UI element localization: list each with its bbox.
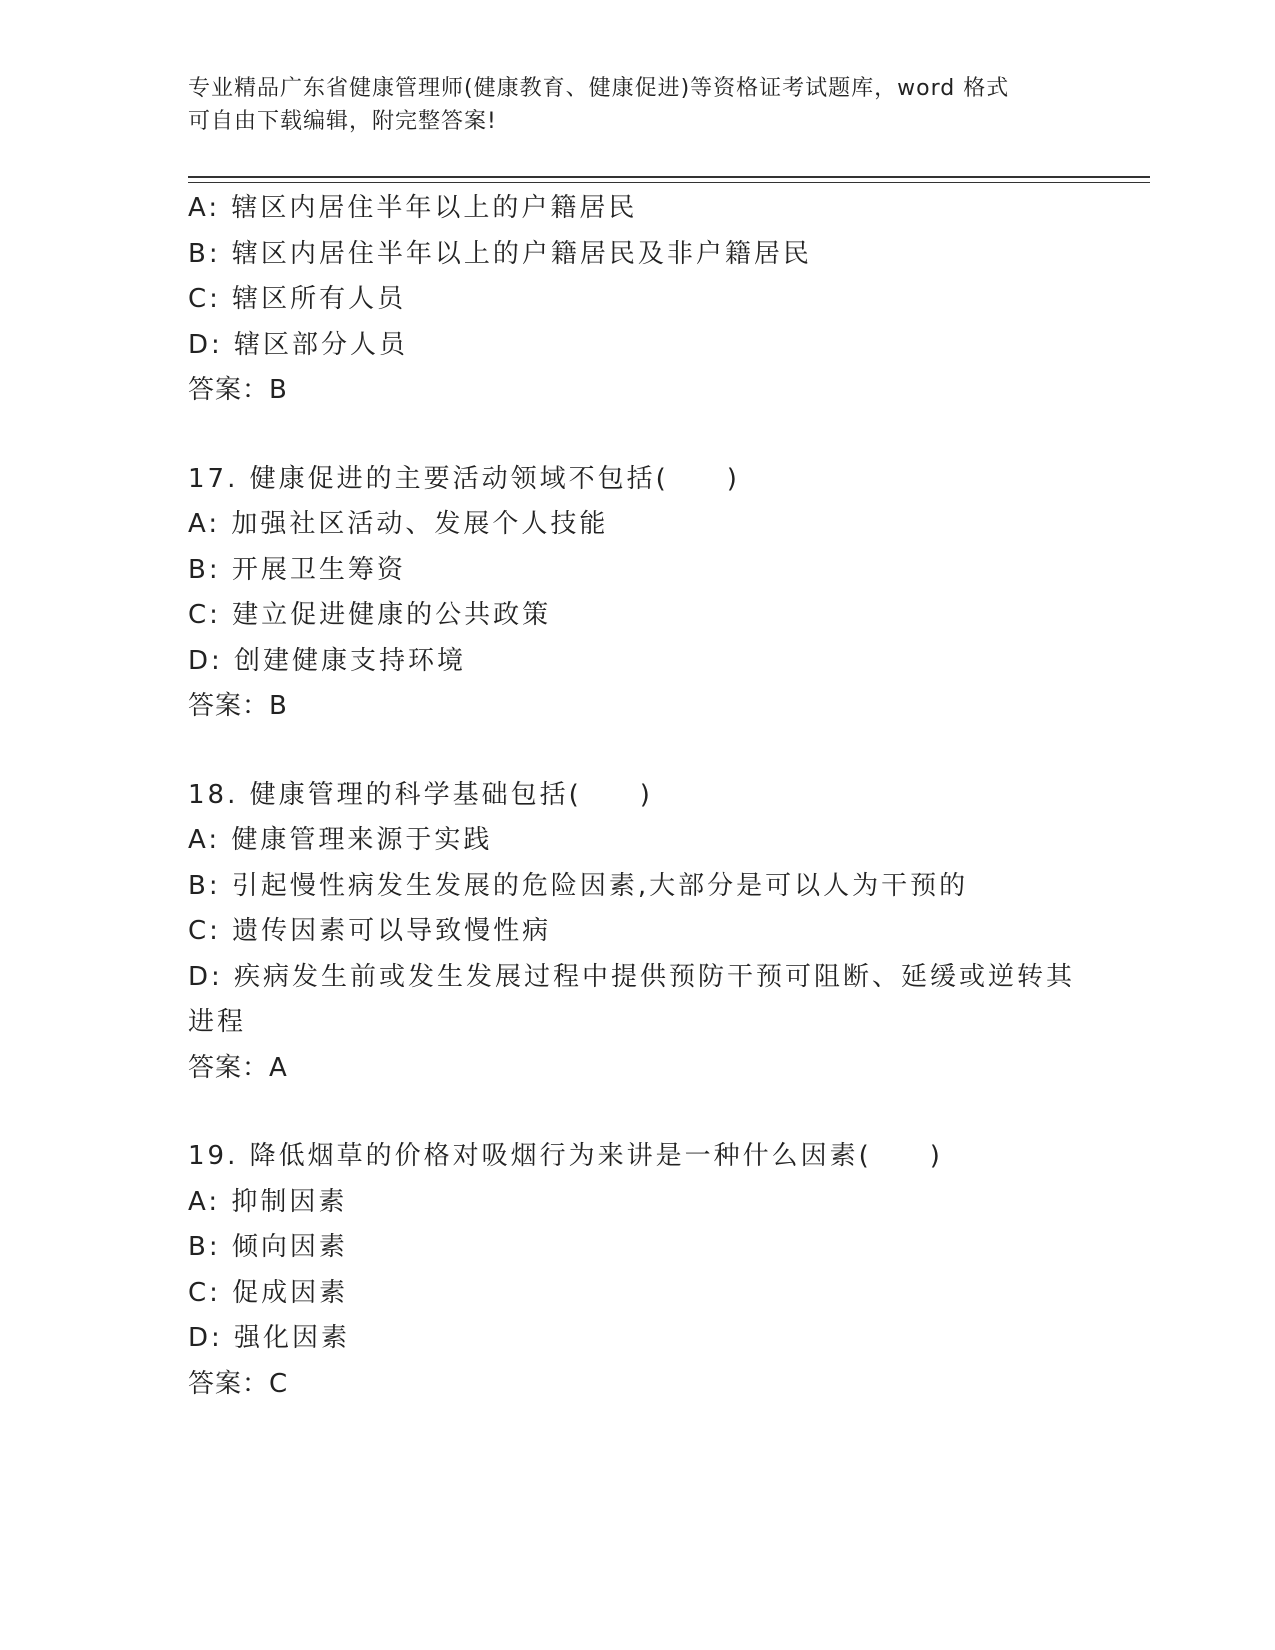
option-d: D: 辖区部分人员 [188, 329, 409, 360]
header-line-1: 专业精品广东省健康管理师(健康教育、健康促进)等资格证考试题库，word 格式 [188, 76, 1010, 101]
option-a: A: 辖区内居住半年以上的户籍居民 [188, 193, 638, 223]
question-block-16 [188, 186, 1088, 414]
option-b: B: 开展卫生筹资 [188, 554, 406, 585]
option-a: A: 加强社区活动、发展个人技能 [188, 509, 609, 539]
option-d: D: 强化因素 [188, 1323, 351, 1353]
answer-line: 答案：B [188, 375, 288, 405]
option-c: C: 建立促进健康的公共政策 [188, 600, 552, 630]
question-block-17 [188, 457, 1088, 730]
option-c: C: 遗传因素可以导致慢性病 [188, 916, 552, 946]
question-text: 18. 健康管理的科学基础包括( ) [188, 779, 653, 810]
question-block-18 [188, 773, 1088, 1092]
option-c: C: 促成因素 [188, 1277, 349, 1308]
option-a: A: 抑制因素 [188, 1186, 348, 1217]
question-text: 17. 健康促进的主要活动领域不包括( ) [188, 463, 740, 494]
question-block-19 [188, 1134, 1088, 1407]
option-b: B: 辖区内居住半年以上的户籍居民及非户籍居民 [188, 238, 812, 269]
document-body [188, 186, 1088, 1450]
option-b: B: 引起慢性病发生发展的危险因素,大部分是可以人为干预的 [188, 870, 969, 901]
option-c: C: 辖区所有人员 [188, 284, 407, 314]
option-b: B: 倾向因素 [188, 1232, 348, 1262]
option-d-continuation: 进程 [188, 1007, 247, 1037]
answer-line: 答案：A [188, 1052, 288, 1083]
option-d: D: 创建健康支持环境 [188, 645, 467, 676]
answer-line: 答案：C [188, 1368, 289, 1399]
header-rule-thick [188, 176, 1150, 178]
document-header [188, 72, 1088, 138]
header-rule-thin [188, 182, 1150, 183]
question-text: 19. 降低烟草的价格对吸烟行为来讲是一种什么因素( ) [188, 1141, 943, 1171]
header-line-2: 可自由下载编辑，附完整答案! [188, 109, 497, 134]
answer-line: 答案：B [188, 691, 288, 721]
option-a: A: 健康管理来源于实践 [188, 825, 493, 855]
option-d: D: 疾病发生前或发生发展过程中提供预防干预可阻断、延缓或逆转其 [188, 961, 1076, 992]
